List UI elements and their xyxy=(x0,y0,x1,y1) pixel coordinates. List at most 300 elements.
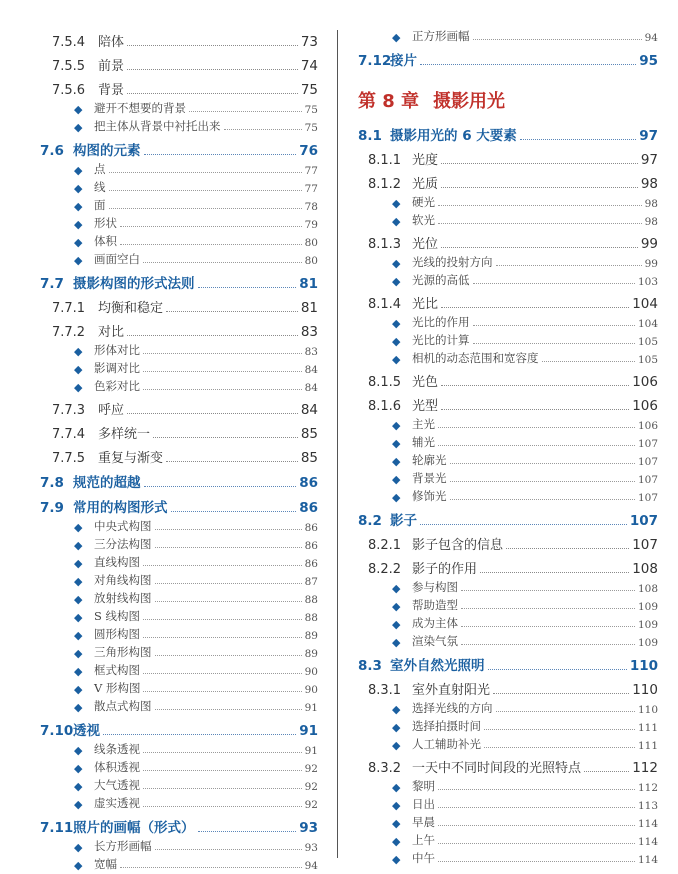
page-number: 84 xyxy=(304,364,318,376)
entry-title: 摄影构图的形式法则 xyxy=(73,276,195,292)
page-number: 106 xyxy=(632,398,658,414)
dot-leader xyxy=(493,692,629,694)
page-number: 110 xyxy=(632,682,658,698)
toc-bullet-item[interactable] xyxy=(0,775,332,793)
toc-bullet-item[interactable] xyxy=(342,830,678,848)
diamond-bullet-icon: ◆ xyxy=(392,215,401,228)
toc-subsection[interactable] xyxy=(0,26,332,50)
toc-bullet-item[interactable] xyxy=(342,848,678,866)
entry-number: 7.7.5 xyxy=(52,451,86,466)
entry-number: 7.7.2 xyxy=(52,325,86,340)
entry-title: 主光 xyxy=(412,417,435,431)
toc-left-column xyxy=(0,26,332,872)
diamond-bullet-icon: ◆ xyxy=(392,781,401,794)
entry-number: 7.10 xyxy=(40,723,74,739)
toc-bullet-item[interactable] xyxy=(0,195,332,213)
dot-leader xyxy=(480,571,629,573)
diamond-bullet-icon: ◆ xyxy=(392,721,401,734)
page-number: 111 xyxy=(637,740,658,752)
page-number: 86 xyxy=(299,500,318,516)
page-number: 107 xyxy=(632,537,658,553)
entry-title: 上午 xyxy=(412,833,435,847)
diamond-bullet-icon: ◆ xyxy=(392,31,401,44)
toc-bullet-item[interactable] xyxy=(342,414,678,432)
entry-number: 8.1.4 xyxy=(368,297,402,312)
toc-subsection[interactable] xyxy=(342,529,678,553)
dot-leader xyxy=(506,547,629,549)
entry-number: 7.5.5 xyxy=(52,59,86,74)
dot-leader xyxy=(155,528,302,530)
toc-subsection[interactable] xyxy=(342,674,678,698)
toc-subsection[interactable] xyxy=(342,228,678,252)
page-number: 84 xyxy=(300,402,318,418)
entry-title: 避开不想要的背景 xyxy=(94,101,186,115)
toc-subsection[interactable] xyxy=(0,394,332,418)
entry-title: 影子的作用 xyxy=(412,562,478,577)
page-number: 110 xyxy=(637,704,658,716)
page-number: 98 xyxy=(644,216,658,228)
dot-leader xyxy=(143,564,302,566)
entry-title: 影子 xyxy=(390,513,417,529)
diamond-bullet-icon: ◆ xyxy=(392,817,401,830)
dot-leader xyxy=(189,110,302,112)
toc-bullet-item[interactable] xyxy=(342,450,678,468)
toc-bullet-item[interactable] xyxy=(342,468,678,486)
entry-title: 光比 xyxy=(412,297,439,312)
toc-subsection[interactable] xyxy=(342,366,678,390)
dot-leader xyxy=(461,589,635,591)
toc-section[interactable] xyxy=(0,491,332,516)
page-number: 114 xyxy=(637,836,658,848)
page-number: 105 xyxy=(637,336,658,348)
toc-section[interactable] xyxy=(0,466,332,491)
entry-title: 呼应 xyxy=(98,403,125,418)
toc-section[interactable] xyxy=(342,649,678,674)
dot-leader xyxy=(103,733,296,735)
page-number: 85 xyxy=(300,426,318,442)
page-number: 99 xyxy=(640,236,658,252)
diamond-bullet-icon: ◆ xyxy=(392,437,401,450)
toc-section[interactable] xyxy=(0,134,332,159)
dot-leader xyxy=(143,769,302,771)
entry-number: 8.3.1 xyxy=(368,683,402,698)
diamond-bullet-icon: ◆ xyxy=(74,236,83,249)
toc-bullet-item[interactable] xyxy=(0,249,332,267)
toc-bullet-item[interactable] xyxy=(342,26,678,44)
page-number: 80 xyxy=(304,255,318,267)
entry-title: 光度 xyxy=(412,153,439,168)
toc-bullet-item[interactable] xyxy=(342,698,678,716)
page-number: 87 xyxy=(304,576,318,588)
toc-bullet-item[interactable] xyxy=(0,624,332,642)
dot-leader xyxy=(496,710,635,712)
page-number: 79 xyxy=(304,219,318,231)
toc-subsection[interactable] xyxy=(342,288,678,312)
column-divider xyxy=(337,30,338,858)
entry-title: 散点式构图 xyxy=(94,699,152,713)
entry-number: 7.5.6 xyxy=(52,83,86,98)
entry-title: 早晨 xyxy=(412,815,435,829)
toc-bullet-item[interactable] xyxy=(0,696,332,714)
entry-title: 常用的构图形式 xyxy=(73,500,168,516)
dot-leader xyxy=(438,842,635,844)
dot-leader xyxy=(120,225,302,227)
dot-leader xyxy=(166,310,298,312)
diamond-bullet-icon: ◆ xyxy=(74,762,83,775)
dot-leader xyxy=(420,63,636,65)
toc-section[interactable] xyxy=(0,267,332,292)
page-number: 109 xyxy=(637,619,658,631)
toc-subsection[interactable] xyxy=(0,316,332,340)
page-number: 98 xyxy=(644,198,658,210)
diamond-bullet-icon: ◆ xyxy=(74,575,83,588)
page-number: 88 xyxy=(304,594,318,606)
page-number: 106 xyxy=(632,374,658,390)
diamond-bullet-icon: ◆ xyxy=(74,254,83,267)
toc-bullet-item[interactable] xyxy=(0,340,332,358)
dot-leader xyxy=(127,44,298,46)
page-number: 99 xyxy=(644,258,658,270)
diamond-bullet-icon: ◆ xyxy=(392,275,401,288)
entry-title: 对角线构图 xyxy=(94,573,152,587)
diamond-bullet-icon: ◆ xyxy=(392,197,401,210)
diamond-bullet-icon: ◆ xyxy=(392,582,401,595)
page-number: 83 xyxy=(300,324,318,340)
toc-bullet-item[interactable] xyxy=(0,231,332,249)
entry-title: 黎明 xyxy=(412,779,435,793)
dot-leader xyxy=(484,728,635,730)
entry-title: 正方形画幅 xyxy=(412,29,470,43)
dot-leader xyxy=(224,128,302,130)
diamond-bullet-icon: ◆ xyxy=(74,218,83,231)
chapter-title: 摄影用光 xyxy=(433,91,506,112)
entry-title: 光质 xyxy=(412,177,439,192)
page-number: 103 xyxy=(637,276,658,288)
diamond-bullet-icon: ◆ xyxy=(74,521,83,534)
dot-leader xyxy=(143,805,302,807)
diamond-bullet-icon: ◆ xyxy=(74,593,83,606)
diamond-bullet-icon: ◆ xyxy=(392,335,401,348)
toc-subsection[interactable] xyxy=(0,74,332,98)
dot-leader xyxy=(143,370,302,372)
diamond-bullet-icon: ◆ xyxy=(392,853,401,866)
dot-leader xyxy=(155,546,302,548)
page-number: 114 xyxy=(637,854,658,866)
toc-bullet-item[interactable] xyxy=(0,793,332,811)
entry-number: 7.7.4 xyxy=(52,427,86,442)
page-number: 91 xyxy=(304,745,318,757)
page-number: 76 xyxy=(299,143,318,159)
page-number: 88 xyxy=(304,612,318,624)
diamond-bullet-icon: ◆ xyxy=(74,164,83,177)
page-number: 109 xyxy=(637,601,658,613)
toc-subsection[interactable] xyxy=(342,144,678,168)
entry-number: 8.3 xyxy=(358,658,382,674)
page-number: 75 xyxy=(304,122,318,134)
page-number: 110 xyxy=(629,658,658,674)
diamond-bullet-icon: ◆ xyxy=(392,835,401,848)
toc-subsection[interactable] xyxy=(0,292,332,316)
dot-leader xyxy=(420,523,627,525)
entry-title: 框式构图 xyxy=(94,663,140,677)
toc-bullet-item[interactable] xyxy=(0,660,332,678)
toc-bullet-item[interactable] xyxy=(0,642,332,660)
toc-bullet-item[interactable] xyxy=(0,98,332,116)
toc-right-column xyxy=(342,26,678,866)
diamond-bullet-icon: ◆ xyxy=(74,103,83,116)
page-number: 81 xyxy=(300,300,318,316)
diamond-bullet-icon: ◆ xyxy=(74,859,83,872)
diamond-bullet-icon: ◆ xyxy=(74,665,83,678)
entry-title: 日出 xyxy=(412,797,435,811)
entry-title: 影子包含的信息 xyxy=(412,538,504,553)
page-number: 73 xyxy=(300,34,318,50)
entry-number: 8.2 xyxy=(358,513,382,529)
page-number: 92 xyxy=(304,799,318,811)
page-number: 93 xyxy=(304,842,318,854)
dot-leader xyxy=(584,770,629,772)
page-number: 95 xyxy=(639,53,658,69)
page-number: 93 xyxy=(299,820,318,836)
toc-bullet-item[interactable] xyxy=(342,631,678,649)
toc-section[interactable] xyxy=(0,714,332,739)
dot-leader xyxy=(143,672,302,674)
dot-leader xyxy=(441,162,638,164)
page-number: 114 xyxy=(637,818,658,830)
entry-number: 7.8 xyxy=(40,475,64,491)
page-number: 92 xyxy=(304,763,318,775)
toc-bullet-item[interactable] xyxy=(0,358,332,376)
chapter-heading xyxy=(342,79,678,119)
toc-subsection[interactable] xyxy=(342,752,678,776)
toc-bullet-item[interactable] xyxy=(0,534,332,552)
entry-title: 背景 xyxy=(98,83,125,98)
toc-bullet-item[interactable] xyxy=(0,606,332,624)
page-number: 80 xyxy=(304,237,318,249)
toc-section[interactable] xyxy=(342,44,678,69)
page-number: 108 xyxy=(637,583,658,595)
diamond-bullet-icon: ◆ xyxy=(392,473,401,486)
toc-bullet-item[interactable] xyxy=(342,348,678,366)
toc-bullet-item[interactable] xyxy=(0,570,332,588)
toc-subsection[interactable] xyxy=(342,168,678,192)
toc-bullet-item[interactable] xyxy=(0,757,332,775)
page-number: 105 xyxy=(637,354,658,366)
entry-number: 8.2.2 xyxy=(368,562,402,577)
entry-title: 中央式构图 xyxy=(94,519,152,533)
entry-number: 7.7.1 xyxy=(52,301,86,316)
page-number: 86 xyxy=(304,558,318,570)
entry-title: 光色 xyxy=(412,375,439,390)
toc-bullet-item[interactable] xyxy=(342,252,678,270)
page-number: 97 xyxy=(639,128,658,144)
entry-title: 宽幅 xyxy=(94,857,117,871)
dot-leader xyxy=(144,153,297,155)
entry-title: 室外自然光照明 xyxy=(390,658,485,674)
toc-bullet-item[interactable] xyxy=(342,312,678,330)
dot-leader xyxy=(473,324,635,326)
toc-bullet-item[interactable] xyxy=(342,595,678,613)
entry-title: 线条透视 xyxy=(94,742,140,756)
dot-leader xyxy=(143,751,302,753)
toc-bullet-item[interactable] xyxy=(342,210,678,228)
toc-bullet-item[interactable] xyxy=(342,330,678,348)
entry-number: 8.2.1 xyxy=(368,538,402,553)
diamond-bullet-icon: ◆ xyxy=(392,317,401,330)
page-number: 90 xyxy=(304,684,318,696)
toc-section[interactable] xyxy=(342,504,678,529)
toc-bullet-item[interactable] xyxy=(342,812,678,830)
diamond-bullet-icon: ◆ xyxy=(74,611,83,624)
page-number: 86 xyxy=(304,540,318,552)
dot-leader xyxy=(461,643,635,645)
toc-bullet-item[interactable] xyxy=(0,177,332,195)
dot-leader xyxy=(473,282,635,284)
diamond-bullet-icon: ◆ xyxy=(392,618,401,631)
page-number: 107 xyxy=(637,474,658,486)
toc-subsection[interactable] xyxy=(342,553,678,577)
dot-leader xyxy=(120,866,302,868)
entry-title: 点 xyxy=(94,162,106,176)
entry-title: 辅光 xyxy=(412,435,435,449)
toc-bullet-item[interactable] xyxy=(342,486,678,504)
dot-leader xyxy=(438,860,635,862)
entry-title: 面 xyxy=(94,198,106,212)
page-number: 89 xyxy=(304,630,318,642)
diamond-bullet-icon: ◆ xyxy=(74,345,83,358)
dot-leader xyxy=(155,848,302,850)
toc-section[interactable] xyxy=(342,119,678,144)
entry-title: 选择拍摄时间 xyxy=(412,719,481,733)
page-number: 81 xyxy=(299,276,318,292)
dot-leader xyxy=(484,746,635,748)
entry-number: 8.1.3 xyxy=(368,237,402,252)
toc-bullet-item[interactable] xyxy=(0,739,332,757)
dot-leader xyxy=(441,246,638,248)
page-number: 104 xyxy=(632,296,658,312)
dot-leader xyxy=(120,243,302,245)
toc-bullet-item[interactable] xyxy=(342,776,678,794)
entry-title: 软光 xyxy=(412,213,435,227)
diamond-bullet-icon: ◆ xyxy=(392,600,401,613)
page-number: 78 xyxy=(304,201,318,213)
page-number: 104 xyxy=(637,318,658,330)
toc-bullet-item[interactable] xyxy=(0,159,332,177)
toc-bullet-item[interactable] xyxy=(342,794,678,812)
toc-bullet-item[interactable] xyxy=(0,678,332,696)
dot-leader xyxy=(155,582,302,584)
page-number: 75 xyxy=(304,104,318,116)
entry-number: 7.7 xyxy=(40,276,64,292)
toc-bullet-item[interactable] xyxy=(0,516,332,534)
dot-leader xyxy=(155,600,302,602)
page-number: 108 xyxy=(632,561,658,577)
entry-title: 参与构图 xyxy=(412,580,458,594)
toc-subsection[interactable] xyxy=(0,50,332,74)
entry-title: 光线的投射方向 xyxy=(412,255,493,269)
page-number: 86 xyxy=(304,522,318,534)
toc-bullet-item[interactable] xyxy=(342,577,678,595)
page-number: 112 xyxy=(632,760,658,776)
dot-leader xyxy=(166,460,298,462)
entry-title: 形状 xyxy=(94,216,117,230)
page-number: 94 xyxy=(644,32,658,44)
entry-title: 画面空白 xyxy=(94,252,140,266)
dot-leader xyxy=(542,360,635,362)
entry-title: 多样统一 xyxy=(98,427,151,442)
page-number: 91 xyxy=(304,702,318,714)
toc-bullet-item[interactable] xyxy=(0,116,332,134)
toc-bullet-item[interactable] xyxy=(0,836,332,854)
toc-bullet-item[interactable] xyxy=(342,734,678,752)
entry-title: 光比的计算 xyxy=(412,333,470,347)
entry-title: 选择光线的方向 xyxy=(412,701,493,715)
toc-bullet-item[interactable] xyxy=(342,192,678,210)
dot-leader xyxy=(109,189,302,191)
dot-leader xyxy=(127,412,298,414)
page-number: 83 xyxy=(304,346,318,358)
diamond-bullet-icon: ◆ xyxy=(74,539,83,552)
dot-leader xyxy=(461,607,635,609)
page-number: 98 xyxy=(640,176,658,192)
dot-leader xyxy=(438,444,635,446)
dot-leader xyxy=(153,436,298,438)
entry-title: 室外直射阳光 xyxy=(412,683,491,698)
entry-title: S 线构图 xyxy=(94,609,141,623)
toc-bullet-item[interactable] xyxy=(342,613,678,631)
diamond-bullet-icon: ◆ xyxy=(392,419,401,432)
toc-bullet-item[interactable] xyxy=(0,213,332,231)
dot-leader xyxy=(438,824,635,826)
toc-subsection[interactable] xyxy=(0,418,332,442)
entry-title: 轮廓光 xyxy=(412,453,447,467)
toc-subsection[interactable] xyxy=(342,390,678,414)
toc-bullet-item[interactable] xyxy=(0,376,332,394)
entry-title: 构图的元素 xyxy=(73,143,141,159)
toc-bullet-item[interactable] xyxy=(0,854,332,872)
toc-section[interactable] xyxy=(0,811,332,836)
diamond-bullet-icon: ◆ xyxy=(74,629,83,642)
entry-number: 8.1.1 xyxy=(368,153,402,168)
page-number: 111 xyxy=(637,722,658,734)
page-number: 86 xyxy=(299,475,318,491)
entry-title: 把主体从背景中衬托出来 xyxy=(94,119,221,133)
entry-title: 放射线构图 xyxy=(94,591,152,605)
page-number: 92 xyxy=(304,781,318,793)
toc-bullet-item[interactable] xyxy=(342,716,678,734)
dot-leader xyxy=(127,334,298,336)
diamond-bullet-icon: ◆ xyxy=(392,799,401,812)
toc-bullet-item[interactable] xyxy=(0,552,332,570)
dot-leader xyxy=(520,138,636,140)
toc-bullet-item[interactable] xyxy=(0,588,332,606)
toc-bullet-item[interactable] xyxy=(342,270,678,288)
entry-title: 影调对比 xyxy=(94,361,140,375)
entry-title: 光比的作用 xyxy=(412,315,470,329)
dot-leader xyxy=(473,38,642,40)
toc-bullet-item[interactable] xyxy=(342,432,678,450)
diamond-bullet-icon: ◆ xyxy=(74,744,83,757)
spacer xyxy=(342,69,678,79)
entry-title: 接片 xyxy=(390,53,417,69)
page-number: 77 xyxy=(304,165,318,177)
dot-leader xyxy=(143,261,302,263)
entry-title: 三角形构图 xyxy=(94,645,152,659)
entry-title: 相机的动态范围和宽容度 xyxy=(412,351,539,365)
toc-subsection[interactable] xyxy=(0,442,332,466)
entry-title: 渲染气氛 xyxy=(412,634,458,648)
dot-leader xyxy=(450,480,635,482)
